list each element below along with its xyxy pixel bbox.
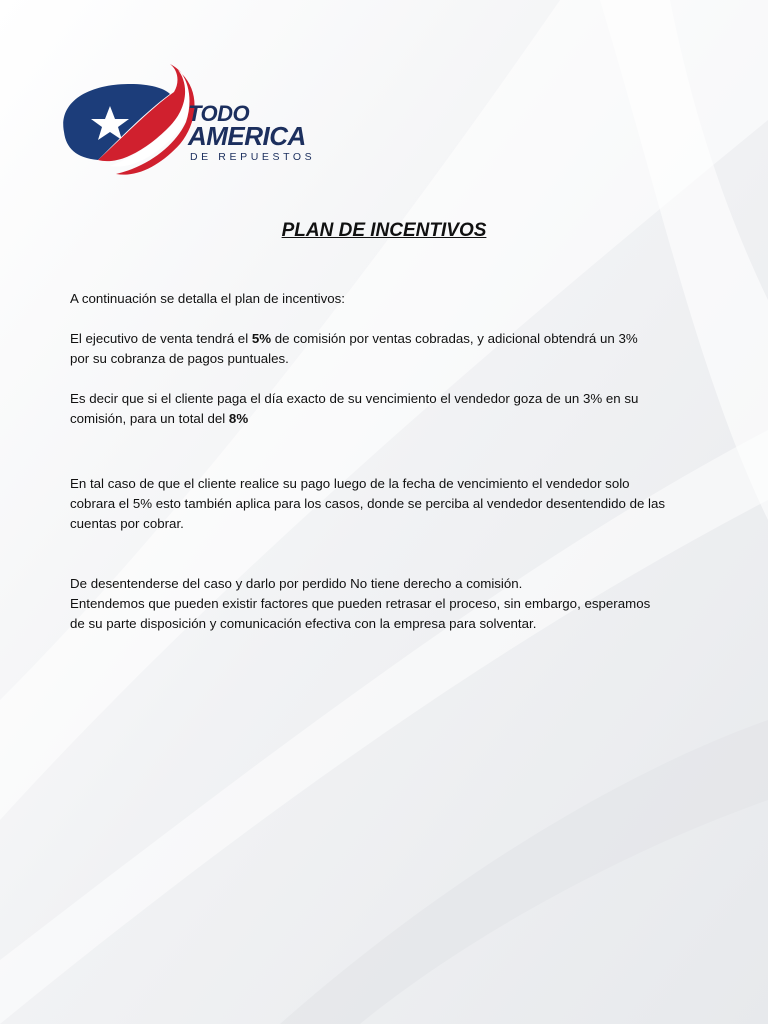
logo-line-america: AMERICA	[188, 121, 306, 151]
text-span: de comisión por ventas cobradas, y adicional obtendrá un 3%	[271, 331, 638, 346]
text-span: de su parte disposición y comunicación efectiva con la empresa para solventar.	[70, 616, 537, 631]
paragraph-late-payment	[70, 474, 710, 534]
text-span: Es decir que si el cliente paga el día exacto de su vencimiento el vendedor goza de un 3% en su	[70, 391, 639, 406]
document-body	[70, 289, 710, 634]
logo-wordmark	[188, 103, 315, 163]
paragraph-example	[70, 389, 710, 429]
text-span: cuentas por cobrar.	[70, 516, 184, 531]
total-percent: 8%	[228, 411, 249, 426]
paragraph-commission	[70, 329, 710, 369]
paragraph-closing	[70, 574, 710, 634]
logo-line-todo: TODO	[188, 101, 250, 126]
text-span: El ejecutivo de venta tendrá el	[70, 331, 252, 346]
text-span: comisión, para un total del	[70, 411, 229, 426]
text-span: De desentenderse del caso y darlo por perdido No tiene derecho a comisión.	[70, 576, 523, 591]
logo-line-repuestos: DE REPUESTOS	[190, 151, 316, 163]
paragraph-intro: A continuación se detalla el plan de incentivos:	[70, 291, 345, 306]
document-title: PLAN DE INCENTIVOS	[281, 220, 487, 241]
text-span: En tal caso de que el cliente realice su pago luego de la fecha de vencimiento el vendedor solo	[70, 476, 630, 491]
text-span: cobrara el 5% esto también aplica para los casos, donde se perciba al vendedor desentendido de las	[70, 496, 666, 511]
commission-percent: 5%	[251, 331, 272, 346]
text-span: Entendemos que pueden existir factores que pueden retrasar el proceso, sin embargo, esperamos	[70, 596, 651, 611]
text-span: por su cobranza de pagos puntuales.	[70, 351, 289, 366]
